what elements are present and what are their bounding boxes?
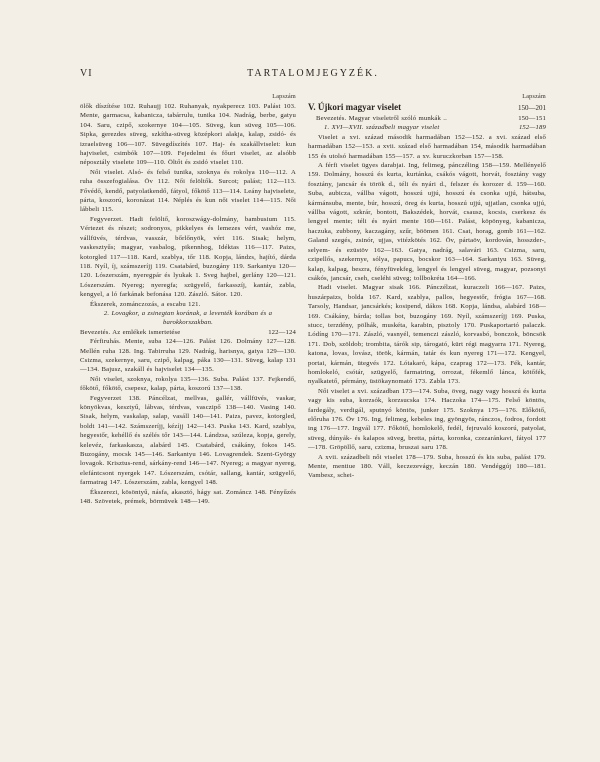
- left-text: [80, 102, 296, 506]
- subsection-toc-line: [308, 123, 546, 132]
- section-heading: [308, 102, 546, 114]
- lapszam-label-right: Lapszám: [522, 94, 546, 100]
- left-paragraph-3: Fegyverzet. Hadi felöltő, koroszwágy-dolmány, bambusium 115. Vértezet és részei; sodronyos, pikkelyes és lemezes vért, vashóz me, vállfüvés, térdvas, vasszár, bőrlőnyök, vért 116. Sisak; helym, vaskesztyűs; magyar, vasbalog, pikennhog, Idéktas 116—117. Paizs, kotorgled 117—118. Kard, szablya, tőr 118. Kopja, lándzs, hajító, dárda 118. Nyíl, íj, számszeríjj 119. Csatabárd, buzogány 119. Sarkantyu 120—120. Lószerszám, nyeregpár és lyukak 1. Sveg hajbel, gerlány 120—121. Lószerszám. Nyereg; nyeregfa; szügyelő, farkasszíj, kantár, zabla, kengyel, a ló farkának befonása 120. Zászló. Sátor. 120.: [80, 215, 296, 299]
- left-paragraph-7: Fegyverzet 138. Páncélzat, mellvas, gallér, vállfüvés, vaskar, könyökvas, kesztyű, lábvas, térdvas, vasczipő 138—140. Vasing 140. Sisak, helym, vaskalap, salap, vasáll 140—141. Paizs, pavez, kotorgled, boldt 141—142. Számszeríjj, kézíjj 142—143. Puska 143. Kard, szablya, hegyestőr, kehéllő és szélés tőr 143—144. Lándzsa, szúleza, kopja, gerely, kelevéz, farkaskasza, alabárd 145. Csatabárd, csákány, fokos 145. Buzogány, mocsk 145—146. Sarkantyu 146. Lovagrendek. Szent-György lovagok. Krisztus-rend, sárkány-rend 146—147. Nyereg; a magyar nyereg, elefántcsont nyergek 147. Lószerszám, csótár, sallang, kantár, szügyelő, farmatrag 147. Lószerszám, zabla, kengyel 148.: [80, 394, 296, 487]
- lapszam-label-left: Lapszám: [272, 94, 296, 100]
- page-number: VI: [80, 68, 93, 79]
- intro-label: Bevezetés. Magyar viseletről szóló munkák ..: [316, 115, 447, 122]
- page-header: [80, 68, 546, 82]
- right-column: [308, 92, 546, 481]
- left-paragraph-5: Férfiruhás. Mente, suba 124—126. Palást 126. Dolmány 127—128. Mellén ruha 128. Ing. Tabirruha 129. Nadrág, harisnya, gatya 129—130. Csizma, szekernye, saru, czipő, kalpag, páka 130—131. Süveg, kalap 131—134. Bajusz, szakáll és hajviselet 134—135.: [80, 338, 296, 374]
- right-paragraph-5: A xvii. századbeli női viselet 178—179. Suba, hosszú és kis suba, palást 179. Mente, mentiue 180. Váll, keczezevágy, keczán 180. Vendéggúj 180—181. Vambesz, schei-: [308, 453, 546, 480]
- left-paragraph-6: Női viselet, szoknya, rokolya 135—136. Suba. Palást 137. Fejkendő, főkötő, főkötő, csepesz, kalap, párta, koszorú 137—138.: [80, 375, 296, 393]
- subsection-title: 1. XVI—XVII. századbeli magyar viselet: [324, 124, 440, 132]
- intro-pages: 150—151: [518, 115, 546, 122]
- right-paragraph-1: Viselet a xvi. század második harmadában 152—152. a xvi. század első harmadában 152—153. a xvii. század első harmadában 154, második harmadában 155 és utolsó harmadában 155—157. a xv. kuruczkorban 157—158.: [308, 133, 546, 160]
- left-paragraph-4: Ékszerek, zománczozás, a escabu 121.: [90, 300, 201, 308]
- left-toc-pages: 122—124: [268, 328, 296, 336]
- right-paragraph-4: Női viselet a xvi. században 173—174. Suba, öveg, nagy vagy hosszú és kurta vagy kis suba, korzsók, korzsucska 174. Haczoka 174—175. Felső köntös, fardegály, verdigál, sputnyó köntös, junker 175. Szoknya 175—176. Előkötő, előruha 176. Öv 176. Ing, felimeg, kebeles ing, gyöngyös, ránczos, fodros, fordott ing 176—177. Ingvál 177. Főkötő, homlokelő, fedél, fejruvaló koszorú, patyolat, süveg, dúnyák- és kalapos süveg, bretta, párta, koronka, czezaránkavi, fátyol 177—178. Gröpöllő, saru, czizma, bruszai saru 178.: [308, 387, 546, 452]
- right-paragraph-2: A férfi viselet ügyes darabjai. Ing, felimeg, pánczéling 158—159. Mellényelő 159. Dolmány, hosszú és kurta, kurtánka, csákós vágott, horvát, fosztány vagy fosztány, jancsár és török d., téli és nyári d., felszer és korozer d. 159—160. Suba, aubicza, vállba vágott, hosszú ujjú, hosszú és csonka ujjú, hátsuba, kármánsuba, mente, búr, hosszú, öreg és kurta, hosszú ujjú, ujjatlan, csonka ujjú, vállba vágott, szkrár, bontott, Bakszédek, horvát, csausz, kocsis, cserkesz és lengyel mente; téli és nyári mente 160—161. Palást, köpönyeg, kabanicza, haczuka, zubbony, kaczagány, szűr, böömen 161. Csat, horag, gomb 161—162. Galand szegés, zsinór, ujjas, vitézkötés 162. Öv, pártaöv, kordován, hosszder-, selyem- és ezüstöv 162—163. Gatya, nadrág, salavári 163. Csizma, saru, czipellős, szekernye, sólya, papucs, bocskor 163—164. Sarkantyu 163. Süveg, kalap, kalpag, beszra, fényfüvekfeg, lengyel és lengyel süveg, magyar, pozsonyi csákós, jancsár, cseh, cseléhi süveg; tollbokréta 164—166.: [308, 162, 546, 282]
- left-toc-line: [80, 328, 296, 337]
- left-section-title: 2. Lovagkor, a zsinegtan korának, a leventék korában és a barokkorszakban.: [103, 309, 273, 327]
- left-paragraph-1: ölők díszítése 102. Ruhaujj 102. Ruhanyak, nyakperecz 103. Palást 103. Mente, garmacsa, kabanicza, tabárrulu, tunika 104. Nadrág, berbe, gatyu 104. Saru, czipő, szokernye 104—105. Süveg, kun süveg 105—106. Sipka, gerezdes süveg, szkítha-süveg középkori alakja, kalap, zsidó- és izraelsüveg 106—107. Süvegdíszítés 107. Haj- és szakállviselet: kun hajviselet, csimbók 107—109. Fejedelmi és főuri viselet, az alsóbb néposztály viselete 109—110. Öltőt és zsidó viselet 110.: [80, 103, 296, 167]
- left-column: [80, 92, 296, 506]
- right-text: [308, 114, 546, 481]
- subsection-pages: 152—189: [518, 124, 546, 132]
- left-paragraph-2: Női viselet. Alsó- és felső tunika, szoknya és rokolya 110—112. A ruha összefogialása. Öv 112. Női felöltők. Surcot; palást; 112—113. Fővédő, kendő, patyolatkendő, fátyol, főkötő 113—114. Leány hajviselete, párta, koszorú, koronázat 114. Néplés és kun női viselet 114—115. Női lábbeli 115.: [80, 168, 296, 214]
- intro-toc-line: [308, 114, 546, 123]
- left-toc-label: Bevezetés. Az emlékek ismertetése: [80, 328, 181, 336]
- page-title: TARTALOMJEGYZÉK.: [247, 68, 379, 79]
- section-title: V. Újkori magyar viselet: [308, 102, 402, 112]
- left-paragraph-8: Ékszerezi, kösöntyű, násfa, akasztó, hágy sat. Zománcz 148. Fényűzés 148. Szövetek, prémek, börmüvek 148—149.: [80, 488, 296, 506]
- right-paragraph-3: Hadi viselet. Magyar sisak 166. Pánczélzat, kuraczeli 166—167. Paizs, huszárpaizs, bolda 167. Kard, szablya, pallos, hegyestőr, frógia 167—168. Tarsoly, Handsar, jancsárkés; kosipend, dákos 168. Kopja, lándsa, alabárd 168—169. Csákány, bárda; tollas bot, buzogány 169. Nyíl, számszeríjj 169. Puska, stucc, terzdény, pölhák, muskéta, karabin, pisztoly 170. Puskaportartó palaczk. Lódíng 170—171. Zászló, vasnyél, temenczi zászló, korvasbó, bonczok, böncsök 171. Dob, szöldob; trombita, tárók sip, tárogató, kürt régi magyarra 171. Nyereg, katona, lovas, lovász, török, kármán, tatár és kun nyereg 171—172. Kengyel, portai, kármán, ütegvés 172. Lótakaró, kápa, czaprag 172—173. Fék, kantár, homlokeló, csótár, szügyelő, farmatring, orrozat, fékemlő lánca, kötőfék, nyalkatető, pérmány, üstökaynomató 173. Zabla 173.: [308, 284, 546, 386]
- section-pages: 150—201: [518, 104, 546, 112]
